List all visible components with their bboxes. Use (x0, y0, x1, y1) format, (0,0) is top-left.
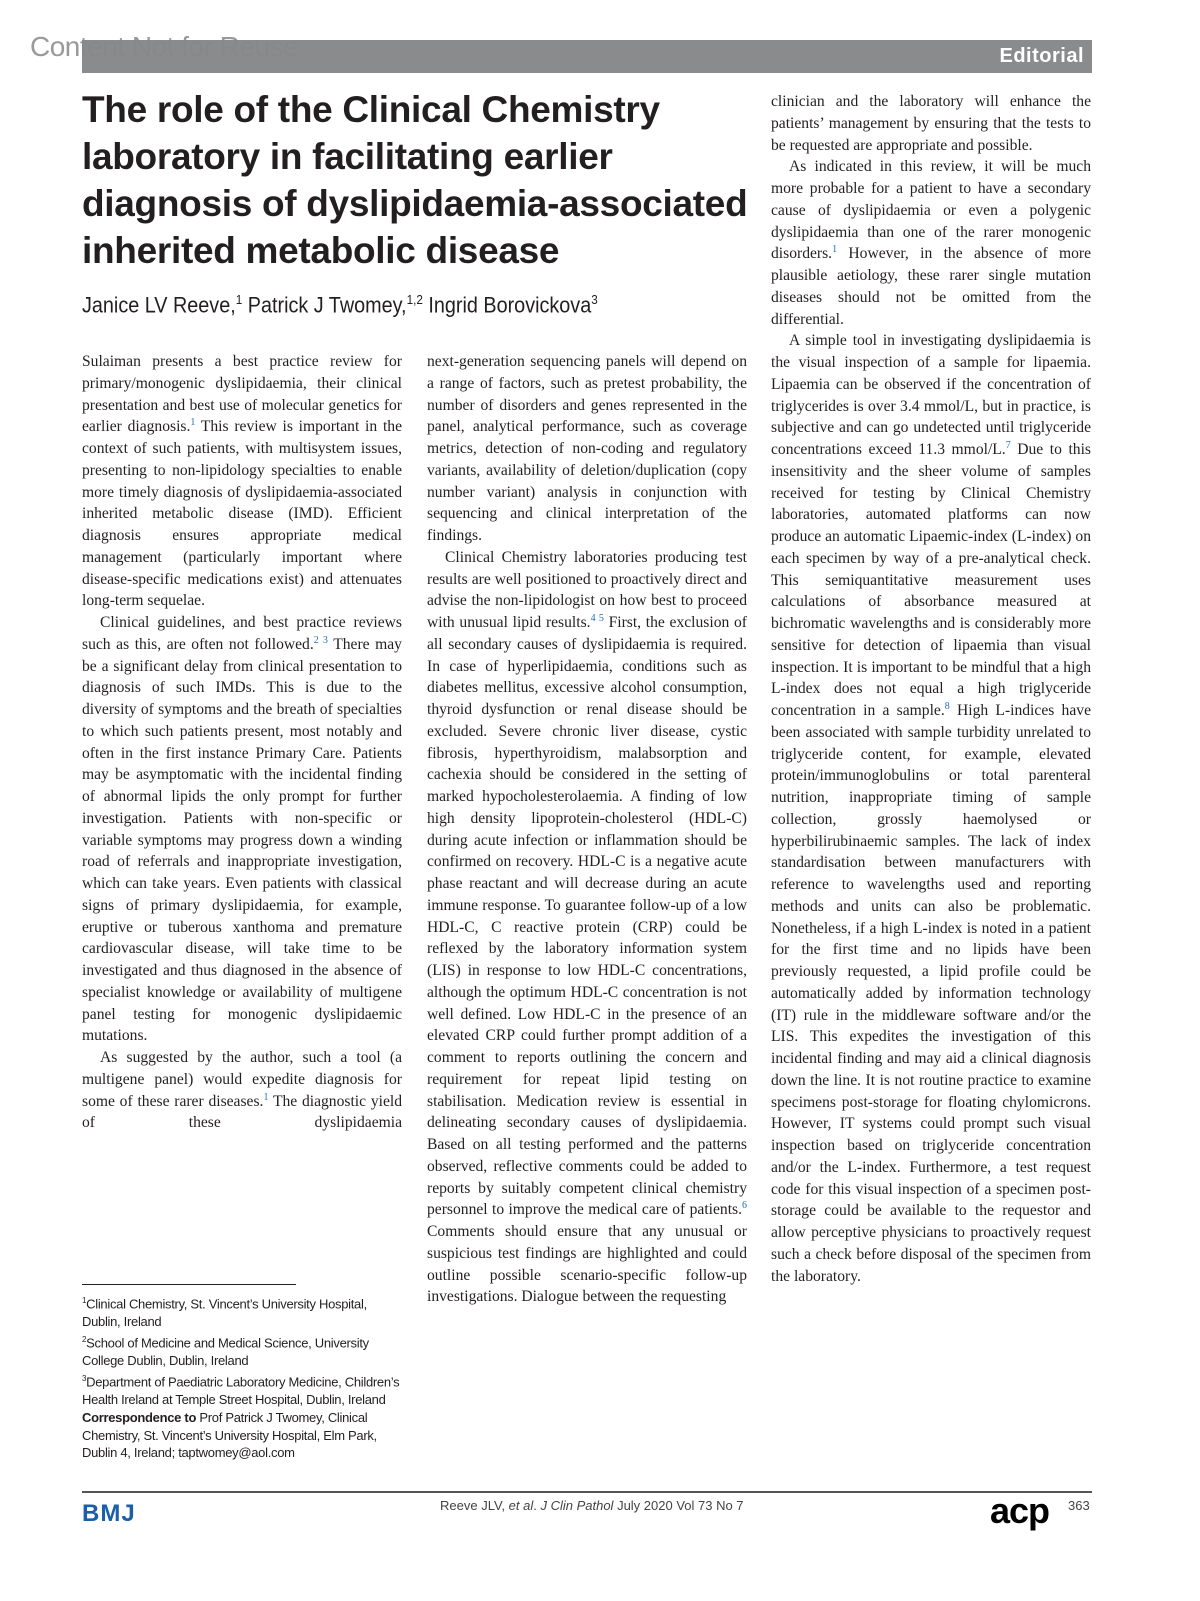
paragraph-text: clinician and the laboratory will enhance the patients’ management by ensuring that the tests to be requested are appropriate and possible. (771, 93, 1091, 154)
reference-citation[interactable]: 8 (944, 700, 950, 712)
citation-authors: Reeve JLV, (440, 1498, 509, 1513)
correspondence-label: Correspondence to (82, 1409, 197, 1425)
affiliation-text: Department of Paediatric Laboratory Medicine, Children’s Health Ireland at Temple Street Hospital, Dublin, Ireland (82, 1374, 400, 1407)
affiliation (82, 1370, 402, 1409)
paragraph-text: The diagnostic yield of these dyslipidaemia (82, 1092, 402, 1132)
page-number: 363 (1068, 1498, 1090, 1513)
affiliation-number: 1 (82, 1296, 87, 1305)
citation-issue: July 2020 Vol 73 No 7 (613, 1498, 744, 1513)
correspondence (82, 1409, 402, 1462)
author-name: Patrick J Twomey, (247, 292, 407, 318)
reference-citation[interactable]: 4 5 (590, 612, 604, 624)
reference-citation[interactable]: 1 (832, 244, 838, 256)
author-affiliation: 3 (591, 292, 598, 307)
affiliations-footnotes (82, 1292, 402, 1462)
correspondence-text: Prof Patrick J Twomey, Clinical Chemistry, St. Vincent’s University Hospital, Elm Park, Dublin 4, Ireland; taptwomey@aol.com (82, 1409, 377, 1461)
body-paragraph (427, 547, 747, 1308)
affiliation-number: 3 (82, 1373, 87, 1383)
paragraph-text: As suggested by the author, such a tool (a multigene panel) would expedite diagnosis for some of these rarer diseases. (82, 1049, 402, 1110)
body-column-2 (427, 351, 747, 1308)
paragraph-text: First, the exclusion of all secondary causes of dyslipidaemia is required. In case of hyperlipidaemia, conditions such as diabetes mellitus, excessive alcohol consumption, thyroid dysfunction or renal disease should be excluded. Severe chronic liver disease, cystic fibrosis, hyperthyroidism, malabsorption and cachexia should be considered in the setting of marked hypocholesterolaemia. A finding of low high density lipoprotein-cholesterol (HDL-C) during acute infection or inflammation should be confirmed on recovery. HDL-C is a negative acute phase reactant and will decrease during an acute immune response. To guarantee follow-up of a low HDL-C, C reactive protein (CRP) could be reflexed by the laboratory information system (LIS) in response to low HDL-C concentrations, although the optimum HDL-C concentration is not well defined. Low HDL-C in the presence of an elevated CRP could further prompt addition of a comment to reports outlining the concern and requirement for repeat lipid testing on stabilisation. Medication review is essential in delineating secondary causes of dyslipidaemia. Based on all testing performed and the patterns observed, reflective comments could be added to reports by suitably competent clinical chemistry personnel to improve the medical care of patients. (427, 614, 747, 1219)
body-paragraph (82, 351, 402, 612)
footnote-divider (82, 1284, 296, 1285)
paragraph-text: Clinical Chemistry laboratories producing test results are well positioned to proactively direct and advise the non-lipidologist on how best to proceed with unusual lipid results. (427, 548, 747, 631)
reference-citation[interactable]: 6 (742, 1200, 747, 1212)
body-column-3 (771, 91, 1091, 1287)
watermark: Content Not for Reuse (30, 31, 299, 62)
author-list (82, 292, 598, 318)
paragraph-text: Due to this insensitivity and the sheer volume of samples received for testing by Clinical Chemistry laboratories, automated platforms can now produce an automatic Lipaemic-index (L-index) on each specimen by way of a pre-analytical check. This semiquantitative measurement uses calculations of absorbance measured at bichromatic wavelengths and is considerably more sensitive for detection of lipaemia than visual inspection. It is important to be mindful that a high L-index does not equal a high triglyceride concentration in a sample. (771, 441, 1091, 719)
paragraph-text: High L-indices have been associated with sample turbidity unrelated to triglyceride content, for example, elevated protein/immunoglobulins or total parenteral nutrition, inappropriate timing of sample collection, grossly haemolysed or hyperbilirubinaemic samples. The lack of index standardisation between manufacturers with reference to wavelengths used and reporting methods and units can also be problematic. Nonetheless, if a high L-index is noted in a patient for the first time and no lipids have been previously requested, a lipid profile could be automatically added by information technology (IT) rule in the middleware software and/or the LIS. This expedites the investigation of this incidental finding and may aid a clinical diagnosis down the line. It is not routine practice to examine specimens post-storage for floating chylomicrons. However, IT systems could prompt such visual inspection based on triglyceride concentration and/or the L-index. Furthermore, a test request code for this visual inspection of a specimen post-storage could be available to the requestor and allow perceptive physicians to proactively request such a check before disposal of the specimen from the laboratory. (771, 702, 1091, 1285)
body-paragraph (771, 156, 1091, 330)
reference-citation[interactable]: 2 3 (313, 634, 328, 646)
paragraph-text: As indicated in this review, it will be much more probable for a patient to have a secondary cause of dyslipidaemia or even a polygenic dyslipidaemia than one of the rarer monogenic disorders. (771, 158, 1091, 263)
paragraph-text: A simple tool in investigating dyslipidaemia is the visual inspection of a sample for lipaemia. Lipaemia can be observed if the concentration of triglycerides is over 3.4 mmol/L, but in practice, is subjective and can go undetected until triglyceride concentrations exceed 11.3 mmol/L. (771, 332, 1091, 458)
affiliation-text: Clinical Chemistry, St. Vincent’s University Hospital, Dublin, Ireland (82, 1296, 367, 1330)
citation-line (440, 1498, 744, 1513)
affiliation (82, 1331, 402, 1370)
author-affiliation: 1,2 (406, 292, 423, 307)
affiliation-text: School of Medicine and Medical Science, University College Dublin, Dublin, Ireland (82, 1335, 369, 1369)
body-paragraph (771, 91, 1091, 156)
body-paragraph (82, 612, 402, 1047)
author-name: Ingrid Borovickova (428, 292, 592, 318)
acp-logo: acp (990, 1490, 1050, 1531)
citation-separator: . (533, 1498, 541, 1513)
author-affiliation: 1 (235, 292, 243, 307)
body-column-1 (82, 351, 402, 1134)
reference-citation[interactable]: 1 (263, 1091, 269, 1103)
article-title: The role of the Clinical Chemistry laboratory in facilitating earlier diagnosis of dyslipidaemia-associated inherited metabolic disease (82, 89, 748, 271)
affiliation (82, 1292, 402, 1331)
reference-citation[interactable]: 1 (190, 417, 196, 429)
citation-journal: J Clin Pathol (540, 1498, 614, 1513)
body-paragraph (82, 1047, 402, 1134)
citation-etal: et al (508, 1498, 534, 1513)
paragraph-text: Comments should ensure that any unusual or suspicious test findings are highlighted and could outline possible scenario-specific follow-up investigations. Dialogue between the requesting (427, 1223, 747, 1306)
paragraph-text: Sulaiman presents a best practice review for primary/monogenic dyslipidaemia, their clinical presentation and best use of molecular genetics for earlier diagnosis. (82, 353, 402, 436)
body-paragraph (771, 330, 1091, 1287)
paragraph-text: There may be a significant delay from clinical presentation to diagnosis of such IMDs. This is due to the diversity of symptoms and the breath of specialties to which such patients present, most notably and often in the first instance Primary Care. Patients may be asymptomatic with the incidental finding of abnormal lipids the only prompt for further investigation. Patients with non-specific or variable symptoms may progress down a winding road of referrals and inappropriate investigation, which can take years. Even patients with classical signs of primary dyslipidaemia, for example, eruptive or tuberous xanthoma and premature cardiovascular disease, will take time to be investigated and thus diagnosed in the absence of specialist knowledge or availability of multigene panel testing for monogenic dyslipidaemic mutations. (82, 635, 402, 1045)
body-paragraph (427, 351, 747, 547)
paragraph-text: next-generation sequencing panels will depend on a range of factors, such as pretest probability, the number of disorders and genes represented in the panel, analytical performance, such as coverage metrics, detection of non-coding and regulatory variants, availability of deletion/duplication (copy number variant) analysis in conjunction with sequencing and clinical interpretation of the findings. (427, 353, 747, 544)
author-name: Janice LV Reeve, (82, 292, 236, 318)
footer-divider (82, 1491, 1092, 1493)
bmj-logo: BMJ (82, 1500, 136, 1527)
section-label: Editorial (999, 45, 1084, 67)
paragraph-text: Clinical guidelines, and best practice reviews such as this, are often not followed. (82, 614, 402, 653)
paragraph-text: This review is important in the context of such patients, with multisystem issues, presenting to non-lipidology specialties to enable more timely diagnosis of dyslipidaemia-associated inherited metabolic disease (IMD). Efficient diagnosis ensures appropriate medical management (particularly important where disease-specific medications exist) and attenuates long-term sequelae. (82, 418, 402, 610)
affiliation-number: 2 (82, 1334, 87, 1344)
paragraph-text: However, in the absence of more plausible aetiology, these rarer single mutation diseases should not be omitted from the differential. (771, 245, 1091, 328)
reference-citation[interactable]: 7 (1005, 439, 1011, 451)
